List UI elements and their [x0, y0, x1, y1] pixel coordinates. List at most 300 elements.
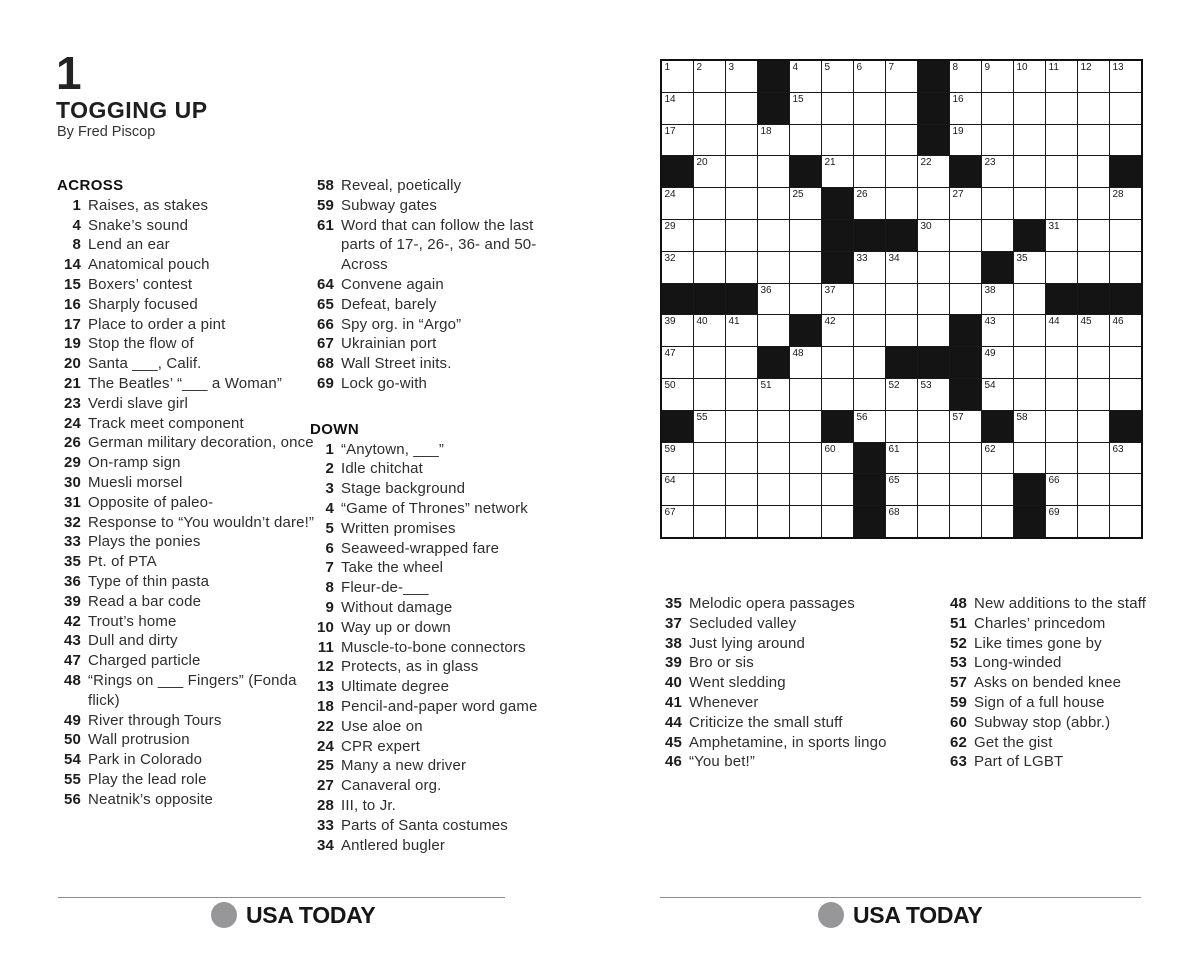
clue-number: 19 [64, 335, 81, 353]
grid-square-number: 4 [792, 62, 799, 73]
clue-text: Stage background [341, 480, 466, 498]
grid-square-number: 49 [984, 348, 996, 360]
grid-black-square [1078, 284, 1109, 315]
usatoday-logo-text: USA TODAY [853, 901, 983, 928]
clue-number: 66 [317, 315, 334, 333]
clue-text: Wall protrusion [88, 731, 190, 749]
grid-black-square [822, 220, 853, 251]
grid-white-square [1078, 443, 1109, 474]
grid-white-square [694, 61, 725, 92]
grid-white-square [662, 220, 693, 251]
clue-text: Canaveral org. [341, 777, 442, 795]
clue-item [57, 275, 321, 295]
clue-number: 8 [325, 579, 334, 597]
grid-white-square [694, 379, 725, 410]
grid-white-square [982, 443, 1013, 474]
grid-black-square [662, 156, 693, 187]
grid-black-square [854, 443, 885, 474]
clue-number: 2 [325, 460, 334, 478]
grid-white-square [1078, 474, 1109, 505]
grid-white-square [982, 61, 1013, 92]
clue-text: Spy org. in “Argo” [341, 315, 462, 333]
clue-text: “Anytown, ___” [341, 440, 444, 458]
grid-white-square [1014, 379, 1045, 410]
grid-white-square [918, 379, 949, 410]
grid-white-square [662, 61, 693, 92]
grid-white-square [758, 443, 789, 474]
grid-white-square [1014, 93, 1045, 124]
clue-number: 55 [64, 770, 81, 788]
clue-text: Written promises [341, 519, 456, 537]
clue-text: Track meet component [88, 414, 244, 432]
clue-item [943, 752, 1200, 772]
grid-white-square [982, 93, 1013, 124]
clue-number: 22 [317, 717, 334, 735]
clue-text: Charged particle [88, 652, 201, 670]
clue-text: Stop the flow of [88, 335, 194, 353]
grid-square-number: 68 [888, 507, 900, 519]
clue-item [658, 634, 945, 654]
grid-black-square [1046, 284, 1077, 315]
grid-white-square [1046, 93, 1077, 124]
grid-white-square [950, 443, 981, 474]
grid-white-square [1110, 61, 1141, 92]
grid-white-square [1078, 61, 1109, 92]
clue-item [57, 414, 321, 434]
grid-square-number: 32 [664, 252, 676, 264]
grid-square-number: 54 [984, 379, 996, 391]
grid-white-square [1078, 315, 1109, 346]
clue-text: “You bet!” [689, 753, 755, 771]
grid-square-number: 3 [728, 62, 735, 73]
grid-white-square [1110, 93, 1141, 124]
grid-square-number: 39 [664, 316, 676, 328]
clue-text: Reveal, poetically [341, 177, 462, 194]
grid-square-number: 13 [1112, 62, 1124, 73]
grid-square-number: 10 [1016, 62, 1028, 73]
grid-white-square [886, 93, 917, 124]
clue-number: 20 [64, 355, 81, 373]
grid-square-number: 6 [856, 62, 863, 73]
grid-white-square [950, 284, 981, 315]
grid-square-number: 21 [824, 157, 836, 169]
grid-square-number: 55 [696, 411, 708, 423]
grid-white-square [726, 125, 757, 156]
grid-white-square [982, 125, 1013, 156]
clue-number: 39 [64, 592, 81, 610]
grid-white-square [1078, 379, 1109, 410]
grid-white-square [694, 443, 725, 474]
clue-item [310, 618, 552, 638]
grid-square-number: 60 [824, 443, 836, 455]
grid-white-square [822, 347, 853, 378]
grid-square-number: 48 [792, 348, 804, 360]
clue-text: Subway gates [341, 196, 438, 214]
grid-square-number: 24 [664, 189, 676, 201]
grid-black-square [822, 188, 853, 219]
grid-black-square [790, 315, 821, 346]
grid-square-number: 69 [1048, 507, 1060, 519]
clue-text: Criticize the small stuff [689, 713, 843, 731]
grid-white-square [1046, 125, 1077, 156]
clue-number: 28 [317, 796, 334, 814]
clue-text: Bro or sis [689, 654, 754, 672]
grid-white-square [1110, 443, 1141, 474]
grid-square-number: 33 [856, 252, 868, 264]
grid-square-number: 47 [664, 348, 676, 360]
clue-number: 4 [325, 499, 334, 517]
grid-white-square [918, 506, 949, 537]
grid-white-square [886, 315, 917, 346]
clue-text: Protects, as in glass [341, 658, 479, 676]
clue-item [57, 295, 321, 315]
grid-white-square [982, 156, 1013, 187]
grid-white-square [662, 443, 693, 474]
clue-item [310, 717, 552, 737]
clue-item [943, 693, 1200, 713]
grid-black-square [918, 125, 949, 156]
clue-item [310, 216, 552, 275]
clue-text: Verdi slave girl [88, 394, 188, 412]
grid-white-square [854, 125, 885, 156]
grid-white-square [662, 347, 693, 378]
clue-text: Melodic opera passages [689, 595, 855, 612]
grid-white-square [694, 474, 725, 505]
clue-number: 33 [64, 533, 81, 551]
clue-text: Way up or down [341, 618, 451, 636]
clue-text: Use aloe on [341, 717, 423, 735]
clue-number: 57 [950, 674, 967, 692]
clue-text: Secluded valley [689, 614, 797, 632]
grid-white-square [822, 379, 853, 410]
grid-square-number: 35 [1016, 252, 1028, 264]
clue-number: 29 [64, 454, 81, 472]
grid-white-square [886, 284, 917, 315]
across-clue-list-1 [57, 196, 321, 810]
grid-black-square [758, 93, 789, 124]
grid-white-square [886, 474, 917, 505]
clue-number: 44 [665, 713, 682, 731]
clue-item [57, 631, 321, 651]
grid-white-square [790, 443, 821, 474]
grid-black-square [1014, 506, 1045, 537]
clue-item [310, 657, 552, 677]
clue-number: 13 [317, 678, 334, 696]
grid-square-number: 23 [984, 157, 996, 169]
grid-white-square [662, 252, 693, 283]
clue-number: 67 [317, 335, 334, 353]
clue-item [658, 594, 945, 614]
clue-text: Asks on bended knee [974, 674, 1122, 692]
grid-white-square [694, 125, 725, 156]
grid-square-number: 67 [664, 507, 676, 519]
clue-item [310, 776, 552, 796]
grid-white-square [1014, 156, 1045, 187]
grid-white-square [662, 506, 693, 537]
grid-square-number: 17 [664, 125, 676, 137]
clue-number: 69 [317, 374, 334, 392]
grid-white-square [1110, 379, 1141, 410]
clue-number: 4 [72, 216, 81, 234]
grid-white-square [1078, 220, 1109, 251]
right-page-footer-rule [660, 897, 1141, 898]
down-clue-list-3 [943, 594, 1200, 772]
clue-number: 64 [317, 275, 334, 293]
grid-white-square [1078, 252, 1109, 283]
grid-square-number: 1 [664, 62, 671, 73]
grid-white-square [662, 474, 693, 505]
grid-square-number: 14 [664, 93, 676, 105]
grid-white-square [1110, 220, 1141, 251]
clue-text: Opposite of paleo- [88, 493, 214, 511]
clue-number: 40 [665, 674, 682, 692]
grid-square-number: 59 [664, 443, 676, 455]
clue-item [310, 315, 552, 335]
grid-white-square [726, 61, 757, 92]
clue-number: 37 [665, 614, 682, 632]
across-clues-column-1 [57, 176, 321, 810]
clue-item [310, 479, 552, 499]
grid-white-square [694, 411, 725, 442]
clue-item [943, 653, 1200, 673]
grid-square-number: 61 [888, 443, 900, 455]
clue-item [57, 493, 321, 513]
clue-text: Take the wheel [341, 559, 444, 577]
grid-square-number: 44 [1048, 316, 1060, 328]
grid-white-square [1078, 347, 1109, 378]
grid-white-square [790, 252, 821, 283]
grid-white-square [758, 156, 789, 187]
grid-white-square [726, 220, 757, 251]
clue-text: Lend an ear [88, 236, 170, 254]
down-heading: DOWN [310, 420, 360, 438]
clue-item [57, 552, 321, 572]
grid-white-square [758, 506, 789, 537]
grid-white-square [822, 443, 853, 474]
grid-square-number: 5 [824, 62, 831, 73]
clue-number: 26 [64, 434, 81, 452]
grid-white-square [1110, 252, 1141, 283]
grid-white-square [854, 284, 885, 315]
grid-white-square [694, 93, 725, 124]
clue-number: 35 [64, 553, 81, 571]
grid-white-square [790, 284, 821, 315]
grid-white-square [726, 93, 757, 124]
clue-text: River through Tours [88, 711, 222, 729]
clue-number: 60 [950, 713, 967, 731]
down-clue-list-1 [310, 440, 552, 856]
grid-square-number: 2 [696, 62, 703, 73]
grid-square-number: 25 [792, 189, 804, 201]
grid-square-number: 9 [984, 62, 991, 73]
clue-number: 58 [317, 177, 334, 194]
grid-black-square [790, 156, 821, 187]
grid-white-square [790, 125, 821, 156]
clue-number: 24 [317, 737, 334, 755]
clue-text: Seaweed-wrapped fare [341, 539, 500, 557]
clue-text: Charles’ princedom [974, 614, 1106, 632]
clue-text: Read a bar code [88, 592, 202, 610]
grid-white-square [1014, 347, 1045, 378]
clue-text: Anatomical pouch [88, 256, 210, 274]
usatoday-logo-text: USA TODAY [246, 901, 376, 928]
clue-text: Muscle-to-bone connectors [341, 638, 526, 656]
clue-item [57, 255, 321, 275]
grid-square-number: 65 [888, 475, 900, 487]
clue-number: 10 [317, 618, 334, 636]
down-clues-column-3 [943, 594, 1200, 772]
clue-text: On-ramp sign [88, 454, 181, 472]
grid-white-square [694, 506, 725, 537]
clue-item [943, 614, 1200, 634]
clue-text: Response to “You wouldn’t dare!” [88, 513, 315, 531]
grid-square-number: 37 [824, 284, 836, 296]
clue-number: 14 [64, 256, 81, 274]
clue-number: 17 [64, 315, 81, 333]
grid-square-number: 40 [696, 316, 708, 328]
grid-black-square [662, 411, 693, 442]
clue-text: Antlered bugler [341, 836, 445, 854]
grid-black-square [950, 156, 981, 187]
grid-white-square [694, 188, 725, 219]
grid-white-square [950, 188, 981, 219]
grid-white-square [822, 506, 853, 537]
grid-white-square [1046, 220, 1077, 251]
clue-number: 36 [64, 572, 81, 590]
clue-text: Snake’s sound [88, 216, 189, 234]
grid-white-square [918, 156, 949, 187]
grid-square-number: 41 [728, 316, 740, 328]
clue-text: Boxers’ contest [88, 275, 193, 293]
grid-white-square [822, 474, 853, 505]
clue-text: Plays the ponies [88, 533, 201, 551]
grid-square-number: 36 [760, 284, 772, 296]
grid-white-square [854, 347, 885, 378]
clue-item [57, 730, 321, 750]
grid-white-square [1046, 156, 1077, 187]
grid-white-square [758, 284, 789, 315]
grid-white-square [790, 93, 821, 124]
clue-item [57, 354, 321, 374]
grid-white-square [1110, 474, 1141, 505]
grid-white-square [758, 125, 789, 156]
clue-number: 52 [950, 634, 967, 652]
grid-square-number: 11 [1048, 62, 1059, 73]
clue-item [57, 374, 321, 394]
grid-black-square [1110, 284, 1141, 315]
clue-item [57, 473, 321, 493]
grid-white-square [918, 188, 949, 219]
grid-white-square [982, 315, 1013, 346]
grid-square-number: 42 [824, 316, 836, 328]
grid-white-square [758, 411, 789, 442]
clue-number: 65 [317, 295, 334, 313]
clue-text: Play the lead role [88, 770, 207, 788]
clue-number: 21 [64, 374, 81, 392]
clue-item [943, 713, 1200, 733]
grid-white-square [982, 284, 1013, 315]
grid-square-number: 27 [952, 189, 964, 201]
clue-item [310, 275, 552, 295]
grid-white-square [662, 125, 693, 156]
clue-text: Muesli morsel [88, 473, 183, 491]
clue-item [310, 539, 552, 559]
grid-white-square [886, 188, 917, 219]
clue-text: “Game of Thrones” network [341, 499, 528, 517]
clue-text: “Rings on ___ Fingers” (Fonda flick) [88, 671, 297, 709]
grid-white-square [726, 252, 757, 283]
grid-white-square [1110, 347, 1141, 378]
grid-white-square [790, 411, 821, 442]
clue-item [57, 671, 321, 711]
clue-item [658, 653, 945, 673]
grid-white-square [854, 252, 885, 283]
grid-white-square [886, 506, 917, 537]
clue-number: 23 [64, 394, 81, 412]
grid-white-square [694, 252, 725, 283]
grid-white-square [918, 443, 949, 474]
clue-number: 49 [64, 711, 81, 729]
grid-white-square [726, 156, 757, 187]
grid-black-square [950, 315, 981, 346]
grid-black-square [982, 252, 1013, 283]
grid-white-square [1014, 284, 1045, 315]
grid-square-number: 19 [952, 125, 964, 137]
crossword-grid [660, 59, 1143, 539]
grid-white-square [950, 411, 981, 442]
grid-white-square [886, 61, 917, 92]
clue-text: Ukrainian port [341, 335, 437, 353]
clue-text: New additions to the staff [974, 595, 1147, 612]
grid-white-square [1046, 411, 1077, 442]
clue-number: 30 [64, 473, 81, 491]
grid-white-square [1046, 252, 1077, 283]
grid-white-square [790, 379, 821, 410]
grid-white-square [1046, 188, 1077, 219]
grid-white-square [662, 315, 693, 346]
grid-square-number: 52 [888, 379, 900, 391]
grid-square-number: 66 [1048, 475, 1060, 487]
grid-white-square [1046, 315, 1077, 346]
clue-text: Pencil-and-paper word game [341, 697, 538, 715]
clue-text: Long-winded [974, 654, 1062, 672]
grid-black-square [854, 220, 885, 251]
grid-square-number: 22 [920, 157, 932, 169]
grid-white-square [1078, 93, 1109, 124]
clue-number: 1 [72, 196, 81, 214]
grid-white-square [886, 156, 917, 187]
usatoday-circle-icon [818, 902, 844, 928]
grid-white-square [950, 125, 981, 156]
clue-text: Pt. of PTA [88, 553, 157, 571]
clue-text: Santa ___, Calif. [88, 355, 202, 373]
grid-white-square [1046, 379, 1077, 410]
grid-white-square [1046, 443, 1077, 474]
clue-number: 6 [325, 539, 334, 557]
grid-white-square [694, 347, 725, 378]
grid-white-square [886, 411, 917, 442]
clue-number: 5 [325, 519, 334, 537]
clue-item [310, 756, 552, 776]
grid-black-square [1014, 474, 1045, 505]
puzzle-number: 1 [56, 47, 83, 99]
grid-white-square [982, 347, 1013, 378]
grid-white-square [982, 379, 1013, 410]
grid-white-square [982, 188, 1013, 219]
clue-item [658, 713, 945, 733]
grid-square-number: 31 [1048, 220, 1060, 232]
grid-white-square [726, 188, 757, 219]
